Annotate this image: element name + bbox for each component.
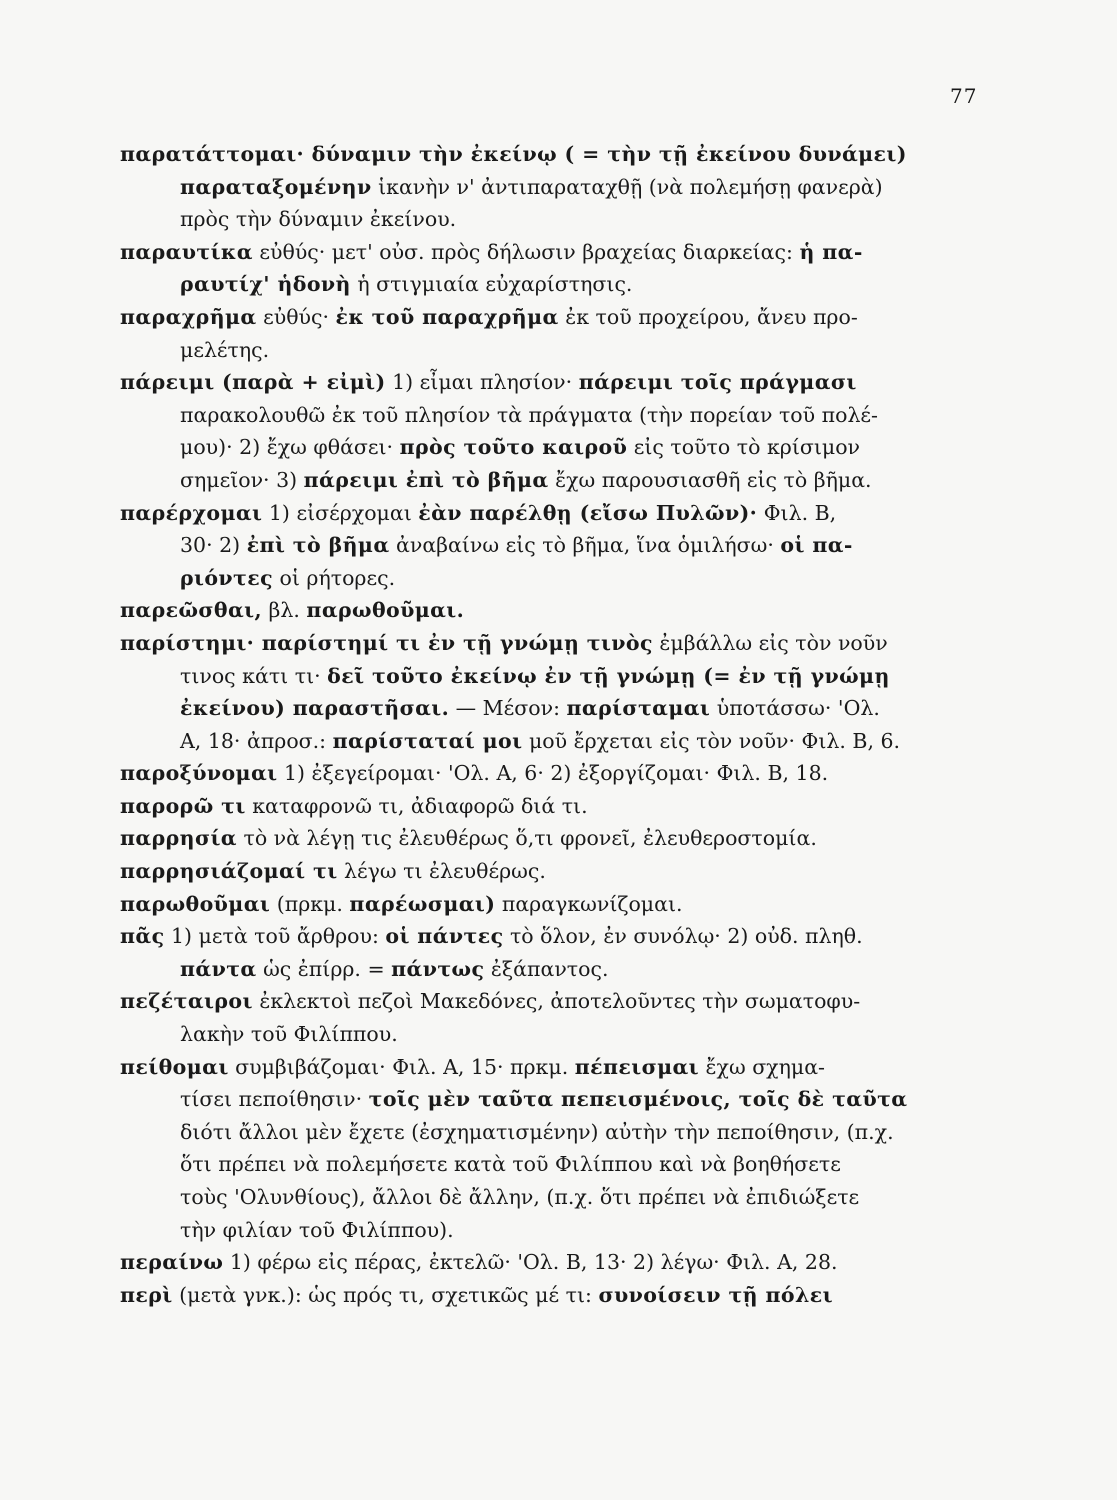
definition-text: παρακολουθῶ ἐκ τοῦ πλησίον τὰ πράγματα (τὴν πορείαν τοῦ πολέ- xyxy=(180,402,878,427)
entry-continuation-line xyxy=(120,529,1020,562)
definition-text: εὐθύς· xyxy=(256,304,336,329)
bold-term: πάρειμι ἐπὶ τὸ βῆμα xyxy=(303,467,549,492)
definition-text: ἐκ τοῦ προχείρου, ἄνευ προ- xyxy=(558,304,858,329)
definition-text: (μετὰ γνκ.): ὡς πρός τι, σχετικῶς μέ τι: xyxy=(172,1282,599,1307)
definition-text: μου)· 2) ἔχω φθάσει· xyxy=(180,435,400,460)
definition-text: ἐμβάλλω εἰς τὸν νοῦν xyxy=(652,630,888,655)
bold-term: ἐκ τοῦ παραχρῆμα xyxy=(335,304,559,329)
entry-continuation-line xyxy=(120,953,1020,986)
bold-term: παρίστημι· παρίστημί τι ἐν τῇ γνώμῃ τινὸς xyxy=(120,630,653,655)
bold-term: παρίσταμαι xyxy=(566,696,711,721)
entry-headword-line xyxy=(120,627,1020,660)
bold-term: πεζέταιροι xyxy=(120,989,253,1014)
bold-term: παρωθοῦμαι. xyxy=(306,598,465,623)
definition-text: βλ. xyxy=(262,598,307,623)
definition-text: εἰς τοῦτο τὸ κρίσιμον xyxy=(627,435,861,460)
bold-term: παραυτίκα xyxy=(120,239,253,264)
definition-text: ἀναβαίνω εἰς τὸ βῆμα, ἵνα ὁμιλήσω· xyxy=(389,533,781,558)
entry-continuation-line xyxy=(120,171,1020,204)
entry-headword-line xyxy=(120,855,1020,888)
entry-continuation-line xyxy=(120,1116,1020,1149)
definition-text: Α, 18· ἀπροσ.: xyxy=(180,728,333,753)
entry-continuation-line xyxy=(120,464,1020,497)
bold-term: δύναμιν τὴν ἐκείνῳ ( = τὴν τῇ ἐκείνου δυνάμει) xyxy=(311,142,907,166)
definition-text: — Μέσον: xyxy=(449,696,567,721)
bold-term: ἡ πα- xyxy=(799,239,863,264)
definition-text: ὑποτάσσω· 'Ολ. xyxy=(710,696,880,721)
bold-term: πάντα xyxy=(180,956,257,981)
definition-text: τὸ ὅλον, ἐν συνόλῳ· 2) οὐδ. πληθ. xyxy=(503,924,863,949)
entry-headword-line xyxy=(120,1246,1020,1279)
definition-text: (πρκμ. xyxy=(270,891,350,916)
entry-continuation-line xyxy=(120,725,1020,758)
definition-text: μελέτης. xyxy=(180,337,270,362)
bold-term: περὶ xyxy=(120,1282,173,1307)
definition-text: ὡς ἐπίρρ. = xyxy=(256,956,392,981)
definition-text: ἱκανὴν ν' ἀντιπαραταχθῇ (νὰ πολεμήσῃ φανερὰ) xyxy=(371,174,883,199)
entry-continuation-line xyxy=(120,203,1020,236)
entry-headword-line xyxy=(120,594,1020,627)
entry-headword-line xyxy=(120,920,1020,953)
definition-text: πρὸς τὴν δύναμιν ἐκείνου. xyxy=(180,207,457,232)
bold-term: πάντως xyxy=(391,956,485,981)
bold-term: συνοίσειν τῇ πόλει xyxy=(598,1282,833,1307)
bold-term: ἐὰν παρέλθῃ (εἴσω Πυλῶν)· xyxy=(418,500,758,525)
bold-term: παρεῶσθαι, xyxy=(120,598,263,623)
entry-continuation-line xyxy=(120,660,1020,693)
entry-headword-line xyxy=(120,888,1020,921)
bold-term: παροξύνομαι xyxy=(120,761,278,786)
entry-continuation-line xyxy=(120,692,1020,725)
definition-text: λέγω τι ἐλευθέρως. xyxy=(337,859,546,884)
definition-text: Φιλ. Β, xyxy=(757,500,837,525)
definition-text: συμβιβάζομαι· Φιλ. Α, 15· πρκμ. xyxy=(228,1054,575,1079)
entry-headword-line xyxy=(120,301,1020,334)
definition-text: ἔχω παρουσιασθῆ εἰς τὸ βῆμα. xyxy=(548,467,872,492)
entry-headword-line xyxy=(120,1279,1020,1312)
definition-text: 30· 2) xyxy=(180,533,247,558)
bold-term: πρὸς τοῦτο καιροῦ xyxy=(399,435,628,460)
entry-headword-line xyxy=(120,822,1020,855)
definition-text: παραγκωνίζομαι. xyxy=(495,891,683,916)
definition-text: σημεῖον· 3) xyxy=(180,467,304,492)
definition-text: 1) εἰσέρχομαι xyxy=(262,500,419,525)
dictionary-entries xyxy=(120,138,1020,1311)
definition-text: 1) εἶμαι πλησίον· xyxy=(385,370,579,395)
bold-term: οἱ πάντες xyxy=(385,924,504,949)
bold-term: παρέωσμαι) xyxy=(349,891,496,916)
definition-text: 1) φέρω εἰς πέρας, ἐκτελῶ· 'Ολ. Β, 13· 2) λέγω· Φιλ. Α, 28. xyxy=(223,1250,838,1275)
definition-text: μοῦ ἔρχεται εἰς τὸν νοῦν· Φιλ. Β, 6. xyxy=(522,728,901,753)
definition-text: 1) μετὰ τοῦ ἄρθρου: xyxy=(164,924,386,949)
definition-text: εὐθύς· μετ' οὐσ. πρὸς δήλωσιν βραχείας διαρκείας: xyxy=(252,239,800,264)
definition-text: οἱ ρήτορες. xyxy=(273,565,396,590)
bold-term: παρίσταταί μοι xyxy=(332,728,523,753)
bold-term: πείθομαι xyxy=(120,1054,229,1079)
bold-term: πάρειμι τοῖς πράγμασι xyxy=(578,370,857,395)
definition-text: τοὺς 'Ολυνθίους), ἄλλοι δὲ ἄλλην, (π.χ. ὅτι πρέπει νὰ ἐπιδιώξετε xyxy=(180,1185,860,1209)
bold-term: ἐκείνου) παραστῆσαι. xyxy=(180,696,450,721)
bold-term: δεῖ τοῦτο ἐκείνῳ ἐν τῇ γνώμῃ (= ἐν τῇ γνώμῃ xyxy=(327,663,890,688)
bold-term: παρρησιάζομαί τι xyxy=(120,859,338,884)
entry-headword-line xyxy=(120,236,1020,269)
bold-term: παραταξομένην xyxy=(180,174,372,199)
bold-term: ραυτίχ' ἡδονὴ xyxy=(180,272,351,297)
entry-continuation-line xyxy=(120,1214,1020,1247)
bold-term: πέπεισμαι xyxy=(574,1054,700,1079)
entry-headword-line xyxy=(120,790,1020,823)
definition-text: διότι ἄλλοι μὲν ἔχετε (ἐσχηματισμένην) αὐτὴν τὴν πεποίθησιν, (π.χ. xyxy=(180,1119,894,1144)
bold-term: παρρησία xyxy=(120,826,237,851)
entry-headword-line xyxy=(120,138,1020,171)
bold-term: παρατάττομαι· xyxy=(120,142,312,166)
definition-text: ἐξάπαντος. xyxy=(484,956,609,981)
entry-headword-line xyxy=(120,985,1020,1018)
definition-text: ἐκλεκτοὶ πεζοὶ Μακεδόνες, ἀποτελοῦντες τὴν σωματοφυ- xyxy=(252,989,861,1014)
entry-continuation-line xyxy=(120,1018,1020,1051)
definition-text: τὴν φιλίαν τοῦ Φιλίππου). xyxy=(180,1217,454,1242)
bold-term: οἱ πα- xyxy=(780,533,853,558)
bold-term: παρωθοῦμαι xyxy=(120,891,271,916)
bold-term: ριόντες xyxy=(180,565,273,590)
bold-term: περαίνω xyxy=(120,1250,224,1275)
definition-text: τὸ νὰ λέγῃ τις ἐλευθέρως ὅ,τι φρονεῖ, ἐλευθεροστομία. xyxy=(236,826,817,851)
bold-term: παρορῶ τι xyxy=(120,793,246,818)
bold-term: παρέρχομαι xyxy=(120,500,263,525)
entry-headword-line xyxy=(120,366,1020,399)
definition-text: ὅτι πρέπει νὰ πολεμήσετε κατὰ τοῦ Φιλίππου καὶ νὰ βοηθήσετε xyxy=(180,1152,841,1177)
definition-text: καταφρονῶ τι, ἀδιαφορῶ διά τι. xyxy=(245,793,588,818)
entry-headword-line xyxy=(120,1051,1020,1084)
definition-text: τίσει πεποίθησιν· xyxy=(180,1087,369,1112)
bold-term: πᾶς xyxy=(120,924,165,949)
entry-continuation-line xyxy=(120,431,1020,464)
page-number: 77 xyxy=(950,84,978,108)
definition-text: λακὴν τοῦ Φιλίππου. xyxy=(180,1022,398,1047)
bold-term: πάρειμι (παρὰ + εἰμὶ) xyxy=(120,370,386,395)
definition-text: τινος κάτι τι· xyxy=(180,663,328,688)
definition-text: ἡ στιγμιαία εὐχαρίστησις. xyxy=(350,272,633,297)
entry-continuation-line xyxy=(120,399,1020,432)
entry-continuation-line xyxy=(120,1148,1020,1181)
definition-text: 1) ἐξεγείρομαι· 'Ολ. Α, 6· 2) ἐξοργίζομαι· Φιλ. Β, 18. xyxy=(277,761,829,786)
entry-continuation-line xyxy=(120,1181,1020,1214)
entry-continuation-line xyxy=(120,334,1020,367)
bold-term: τοῖς μὲν ταῦτα πεπεισμένοις, τοῖς δὲ ταῦτα xyxy=(368,1087,908,1112)
entry-continuation-line xyxy=(120,1083,1020,1116)
entry-headword-line xyxy=(120,497,1020,530)
entry-continuation-line xyxy=(120,268,1020,301)
bold-term: ἐπὶ τὸ βῆμα xyxy=(246,533,390,558)
entry-continuation-line xyxy=(120,562,1020,595)
definition-text: ἔχω σχημα- xyxy=(699,1054,825,1079)
entry-headword-line xyxy=(120,757,1020,790)
bold-term: παραχρῆμα xyxy=(120,304,257,329)
